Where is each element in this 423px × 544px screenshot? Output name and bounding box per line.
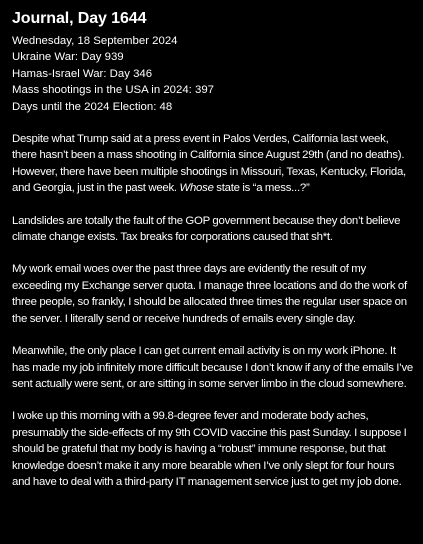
paragraph-4: Meanwhile, the only place I can get current email activity is on my work iPhone. It has made my job infinitely more difficult because I don’t know if any of the emails I’ve sent actually were sent, or are sitting in some server limbo in the cloud somewhere. bbox=[12, 345, 413, 390]
meta-mass-shootings: Mass shootings in the USA in 2024: 397 bbox=[12, 84, 214, 97]
meta-election-countdown: Days until the 2024 Election: 48 bbox=[12, 100, 173, 113]
paragraph-5: I woke up this morning with a 99.8-degree fever and moderate body aches, presumably the side-effects of my 9th COVID vaccine this past Sunday. I suppose I should be grateful that my body is having a “robust” immune response, but that knowledge doesn’t make it any more bearable when I’ve only slept for four hours and have to deal with a third-party IT management service just to get my job done. bbox=[12, 410, 407, 488]
meta-hamas-israel-war: Hamas-Israel War: Day 346 bbox=[12, 67, 153, 80]
paragraph-1 bbox=[12, 131, 413, 197]
journal-title: Journal, Day 1644 bbox=[12, 10, 147, 27]
paragraph-3: My work email woes over the past three days are evidently the result of my exceeding my Exchange server quota. I manage three locations and do the work of three people, so frankly, I should be allocated three times the regular user space on the server. I literally send or receive hundreds of emails every single day. bbox=[12, 263, 407, 325]
paragraph-1-text-end: state is “a mess...?” bbox=[213, 182, 310, 195]
journal-body bbox=[12, 131, 413, 490]
journal-meta bbox=[12, 33, 413, 115]
paragraph-1-emphasis: Whose bbox=[179, 182, 214, 195]
meta-date: Wednesday, 18 September 2024 bbox=[12, 35, 178, 47]
paragraph-2: Landslides are totally the fault of the GOP government because they don’t believe climate change exists. Tax breaks for corporations caused that sh*t. bbox=[12, 214, 401, 244]
meta-ukraine-war: Ukraine War: Day 939 bbox=[12, 51, 124, 64]
paragraph-1-text: Despite what Trump said at a press event in Palos Verdes, California last week, there hasn’t been a mass shooting in California since August 29th (and no deaths). However, there have been multiple shootings in Missouri, Texas, Kentucky, Florida, and Georgia, just in the past week. bbox=[12, 133, 406, 195]
